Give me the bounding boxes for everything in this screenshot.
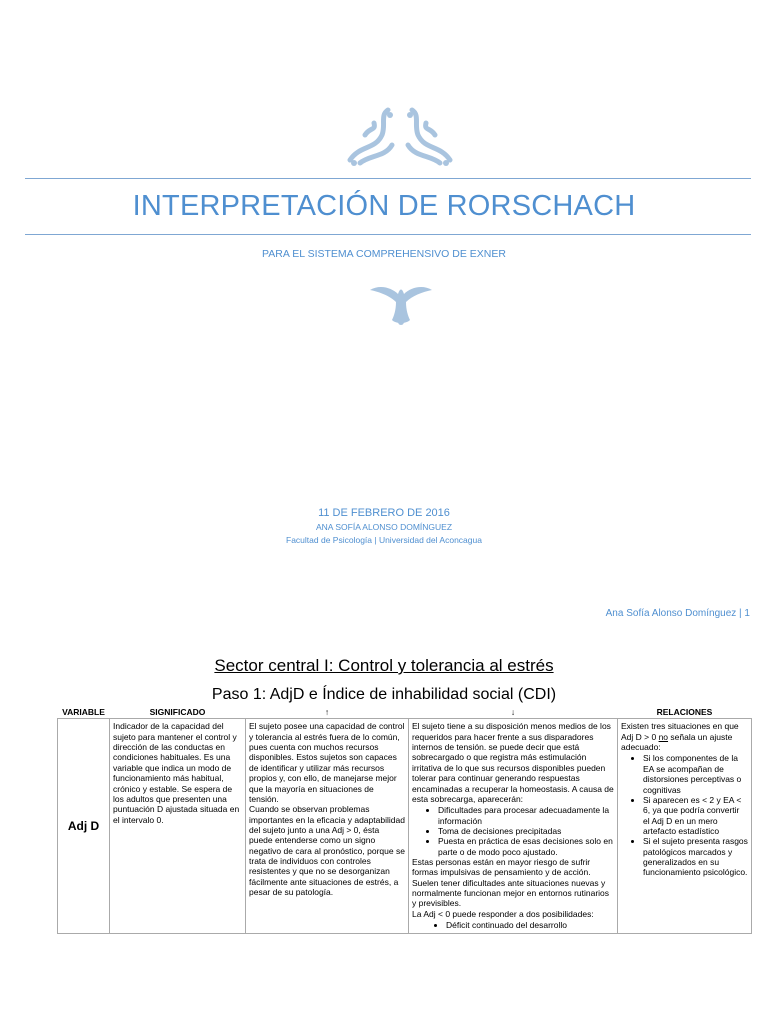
header-down-arrow: ↓ xyxy=(510,707,516,717)
relaciones-intro-post: señala un ajuste adecuado: xyxy=(621,731,733,753)
document-subtitle: PARA EL SISTEMA COMPREHENSIVO DE EXNER xyxy=(262,248,506,260)
cover-date: 11 DE FEBRERO DE 2016 xyxy=(318,507,450,519)
list-item: • Puesta en práctica de esas decisiones solo en parte o de modo poco ajustado. xyxy=(438,836,614,857)
page-footer: Ana Sofía Alonso Domínguez | 1 xyxy=(605,608,750,619)
low-value-sub-list xyxy=(412,920,614,930)
variable-cell: Adj D xyxy=(58,719,110,933)
document-title: INTERPRETACIÓN DE RORSCHACH xyxy=(132,190,636,222)
list-item: • Dificultades para procesar adecuadamente la información xyxy=(438,805,614,826)
cover-author: ANA SOFÍA ALONSO DOMÍNGUEZ xyxy=(315,522,453,532)
relaciones-intro-no: no xyxy=(658,731,669,742)
low-value-paragraph-3: La Adj < 0 puede responder a dos posibilidades: xyxy=(412,908,594,919)
high-value-paragraph-2: Cuando se observan problemas importantes en la eficacia y adaptabilidad del sujeto junto a una Adj > 0, ésta puede entenderse como un signo negativo de cara al pronóstico, porque se trata de individuos con controles resistentes y que no se desorganizan fácilmente ante situaciones de estrés, a pesar de su patología. xyxy=(249,804,405,898)
relaciones-intro-pre: Existen tres situaciones en que Adj D > 0 xyxy=(621,721,739,742)
top-floral-ornament-icon xyxy=(340,105,460,170)
title-top-rule xyxy=(25,178,751,179)
header-relaciones: RELACIONES xyxy=(656,707,713,717)
step-heading: Paso 1: AdjD e Índice de inhabilidad social (CDI) xyxy=(211,686,557,703)
interpretation-table xyxy=(57,706,752,934)
list-item: • Toma de decisiones precipitadas xyxy=(438,826,614,836)
relaciones-bullet-list xyxy=(621,753,748,877)
table-header-row xyxy=(58,706,752,719)
cover-info-block xyxy=(0,507,768,545)
significado-cell xyxy=(110,719,246,933)
significado-text: Indicador de la capacidad del sujeto para mantener el control y dirección de las conductas en condiciones habituales. Es una variable que indica un modo de funcionamiento más habitual, crónico y estable. Se espera de los adultos que presenten una puntuación D ajustada situada en el intervalo 0. xyxy=(113,721,240,825)
header-significado: SIGNIFICADO xyxy=(149,707,206,717)
list-item: • Déficit continuado del desarrollo xyxy=(446,920,614,930)
list-item: • Si aparecen es < 2 y EA < 6, ya que podría convertir el Adj D en un mero artefacto estadístico xyxy=(643,795,748,836)
table-row xyxy=(58,719,752,933)
high-value-paragraph-1: El sujeto posee una capacidad de control y tolerancia al estrés fuera de lo común, pues cuenta con muchos recursos disponibles. Estos sujetos son capaces de identificar y utilizar más recursos propios y, con ello, de manejarse mejor que la mayoría en situaciones de tensión. xyxy=(249,721,405,804)
title-bottom-rule xyxy=(25,234,751,235)
header-variable: VARIABLE xyxy=(62,707,105,717)
relaciones-intro xyxy=(621,721,748,752)
low-value-paragraph-2: Estas personas están en mayor riesgo de sufrir formas impulsivas de pensamiento y de acción. Suelen tener dificultades ante situaciones nuevas y normalmente funcionan mejor en entornos rutinarios y previsibles. xyxy=(412,857,610,909)
relaciones-cell xyxy=(618,719,752,933)
low-value-paragraph-1: El sujeto tiene a su disposición menos medios de los requeridos para hacer frente a sus disparadores internos de tensión. se puede decir que está sobrecargado o que registra más estimulación irritativa de lo que sus recursos disponibles pueden tolerar para continuar generando respuestas encaminadas a recuperar la homeostasis. A causa de esta sobrecarga, aparecerán: xyxy=(412,721,614,804)
low-value-cell xyxy=(409,719,618,933)
header-up-arrow: ↑ xyxy=(324,707,330,717)
list-item: • Si los componentes de la EA se acompañan de distorsiones perceptivas o cognitivas xyxy=(643,753,748,794)
bottom-floral-ornament-icon xyxy=(368,282,434,326)
cover-faculty: Facultad de Psicología | Universidad del Aconcagua xyxy=(286,535,482,545)
low-value-bullet-list xyxy=(412,805,614,857)
section-heading: Sector central I: Control y tolerancia al estrés xyxy=(214,656,554,675)
list-item: • Si el sujeto presenta rasgos patológicos marcados y generalizados en su funcionamiento psicológico. xyxy=(643,836,748,877)
high-value-cell xyxy=(246,719,409,933)
